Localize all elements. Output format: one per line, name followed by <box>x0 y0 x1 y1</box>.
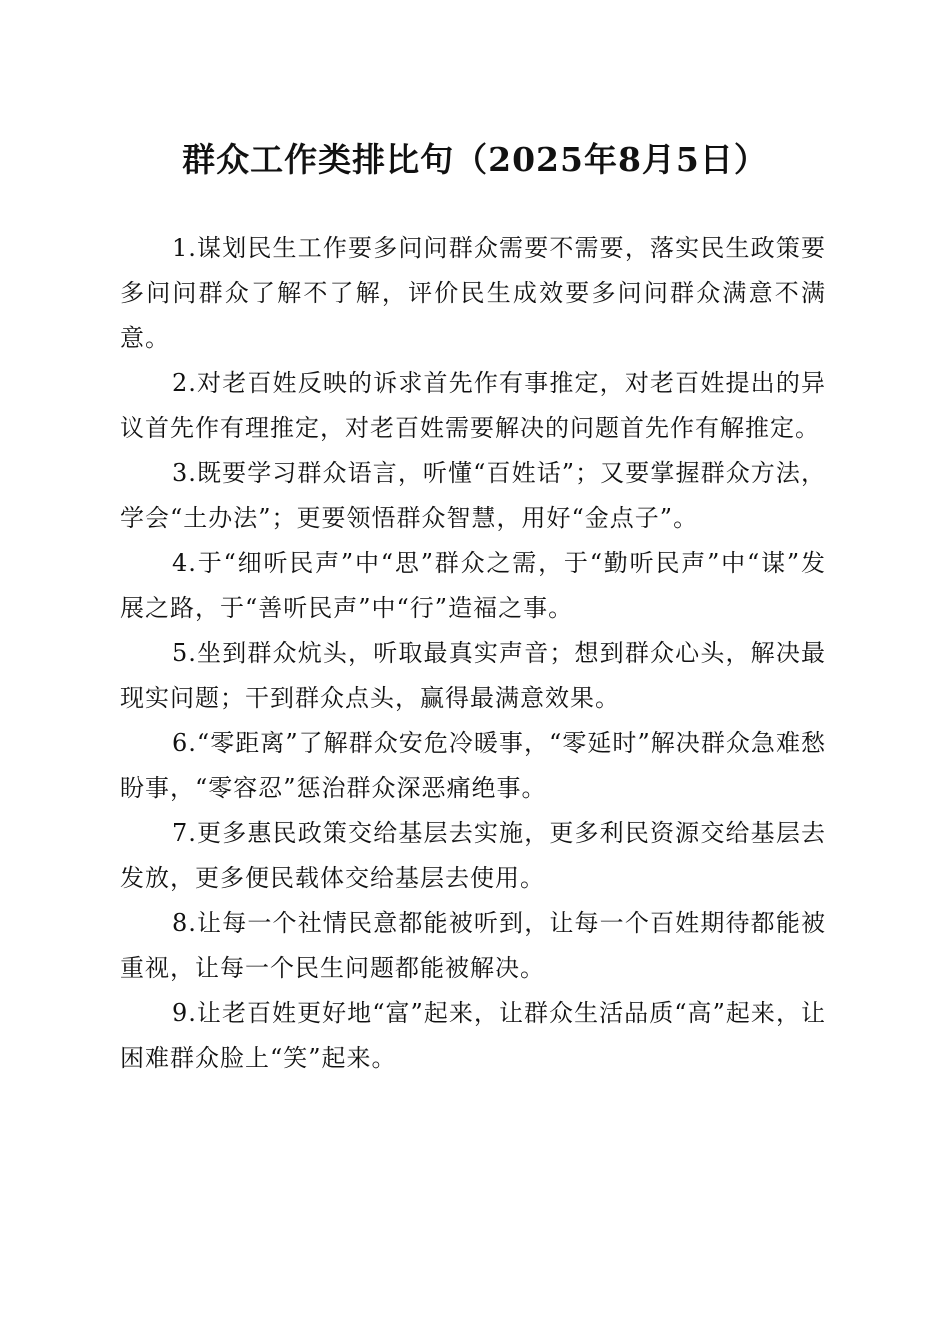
document-title: 群众工作类排比句（2025年8月5日） <box>182 140 768 179</box>
paragraph-2: 2.对老百姓反映的诉求首先作有事推定，对老百姓提出的异议首先作有理推定，对老百姓需要解决的问题首先作有解推定。 <box>120 369 826 442</box>
paragraph-8: 8.让每一个社情民意都能被听到，让每一个百姓期待都能被重视，让每一个民生问题都能被解决。 <box>120 909 826 982</box>
paragraph-5: 5.坐到群众炕头，听取最真实声音；想到群众心头，解决最现实问题；干到群众点头，赢得最满意效果。 <box>120 639 826 712</box>
paragraph-9: 9.让老百姓更好地“富”起来，让群众生活品质“高”起来，让困难群众脸上“笑”起来。 <box>120 999 826 1072</box>
document-body <box>120 226 826 1081</box>
paragraph-3: 3.既要学习群众语言，听懂“百姓话”；又要掌握群众方法，学会“土办法”；更要领悟群众智慧，用好“金点子”。 <box>120 459 826 532</box>
paragraph-7: 7.更多惠民政策交给基层去实施，更多利民资源交给基层去发放，更多便民载体交给基层去使用。 <box>120 819 826 892</box>
paragraph-1: 1.谋划民生工作要多问问群众需要不需要，落实民生政策要多问问群众了解不了解，评价民生成效要多问问群众满意不满意。 <box>120 234 826 352</box>
paragraph-6: 6.“零距离”了解群众安危冷暖事，“零延时”解决群众急难愁盼事，“零容忍”惩治群众深恶痛绝事。 <box>120 729 826 802</box>
paragraph-4: 4.于“细听民声”中“思”群众之需，于“勤听民声”中“谋”发展之路，于“善听民声”中“行”造福之事。 <box>120 549 826 622</box>
